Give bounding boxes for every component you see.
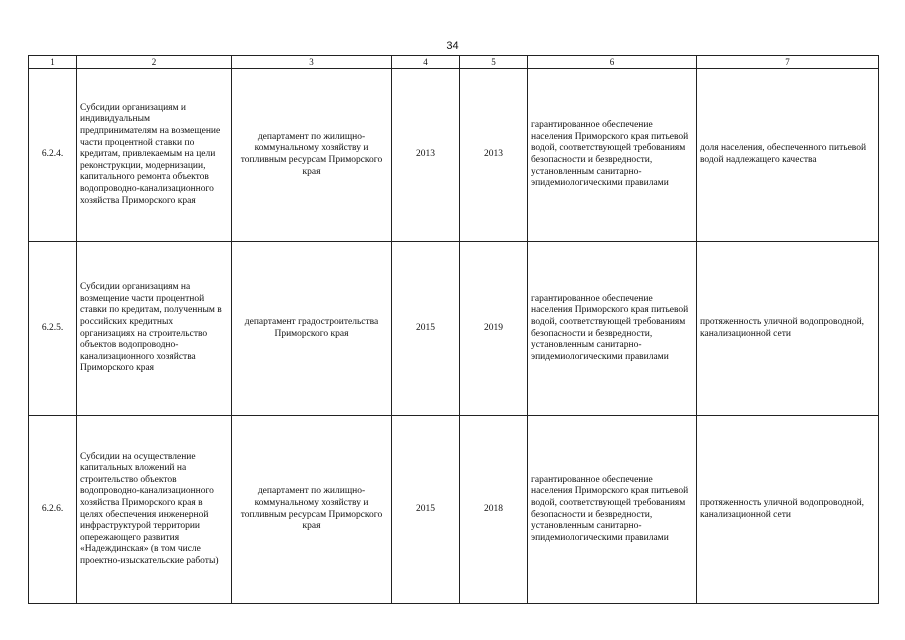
column-header-3: 3 [232,56,392,69]
target-indicator: доля населения, обеспеченного питьевой водой надлежащего качества [697,69,879,242]
end-year: 2013 [460,69,528,242]
start-year: 2015 [392,242,460,416]
table-row [29,69,879,242]
table-row [29,242,879,416]
end-year: 2018 [460,416,528,604]
target-indicator: протяженность уличной водопроводной, канализационной сети [697,416,879,604]
measure-description: Субсидии организациям и индивидуальным предпринимателям на возмещение части процентной ставки по кредитам, привлекаемым на цели реконструкции, модернизации, капитального ремонта объектов водопроводно-канализационного хозяйства Приморского края [77,69,232,242]
executor: департамент по жилищно-коммунальному хозяйству и топливным ресурсам Приморского края [232,69,392,242]
column-header-5: 5 [460,56,528,69]
executor: департамент градостроительства Приморского края [232,242,392,416]
expected-result: гарантированное обеспечение населения Приморского края питьевой водой, соответствующей требованиям безопасности и безвредности, установленным санитарно-эпидемиологическими правилами [528,69,697,242]
measure-description: Субсидии организациям на возмещение части процентной ставки по кредитам, полученным в российских кредитных организациях на строительство объектов водопроводно-канализационного хозяйства Приморского края [77,242,232,416]
page-number: 34 [446,40,459,52]
column-header-6: 6 [528,56,697,69]
expected-result: гарантированное обеспечение населения Приморского края питьевой водой, соответствующей требованиям безопасности и безвредности, установленным санитарно-эпидемиологическими правилами [528,416,697,604]
expected-result: гарантированное обеспечение населения Приморского края питьевой водой, соответствующей требованиям безопасности и безвредности, установленным санитарно-эпидемиологическими правилами [528,242,697,416]
end-year: 2019 [460,242,528,416]
header-row [29,56,879,69]
column-header-7: 7 [697,56,879,69]
column-header-4: 4 [392,56,460,69]
row-number: 6.2.4. [29,69,77,242]
start-year: 2013 [392,69,460,242]
column-header-1: 1 [29,56,77,69]
row-number: 6.2.6. [29,416,77,604]
program-table [28,55,879,604]
start-year: 2015 [392,416,460,604]
table-row [29,416,879,604]
target-indicator: протяженность уличной водопроводной, канализационной сети [697,242,879,416]
executor: департамент по жилищно-коммунальному хозяйству и топливным ресурсам Приморского края [232,416,392,604]
measure-description: Субсидии на осуществление капитальных вложений на строительство объектов водопроводно-канализационного хозяйства Приморского края в целях обеспечения инженерной инфраструктурой территории опережающего развития «Надеждинская» (в том числе проектно-изыскательские работы) [77,416,232,604]
row-number: 6.2.5. [29,242,77,416]
column-header-2: 2 [77,56,232,69]
